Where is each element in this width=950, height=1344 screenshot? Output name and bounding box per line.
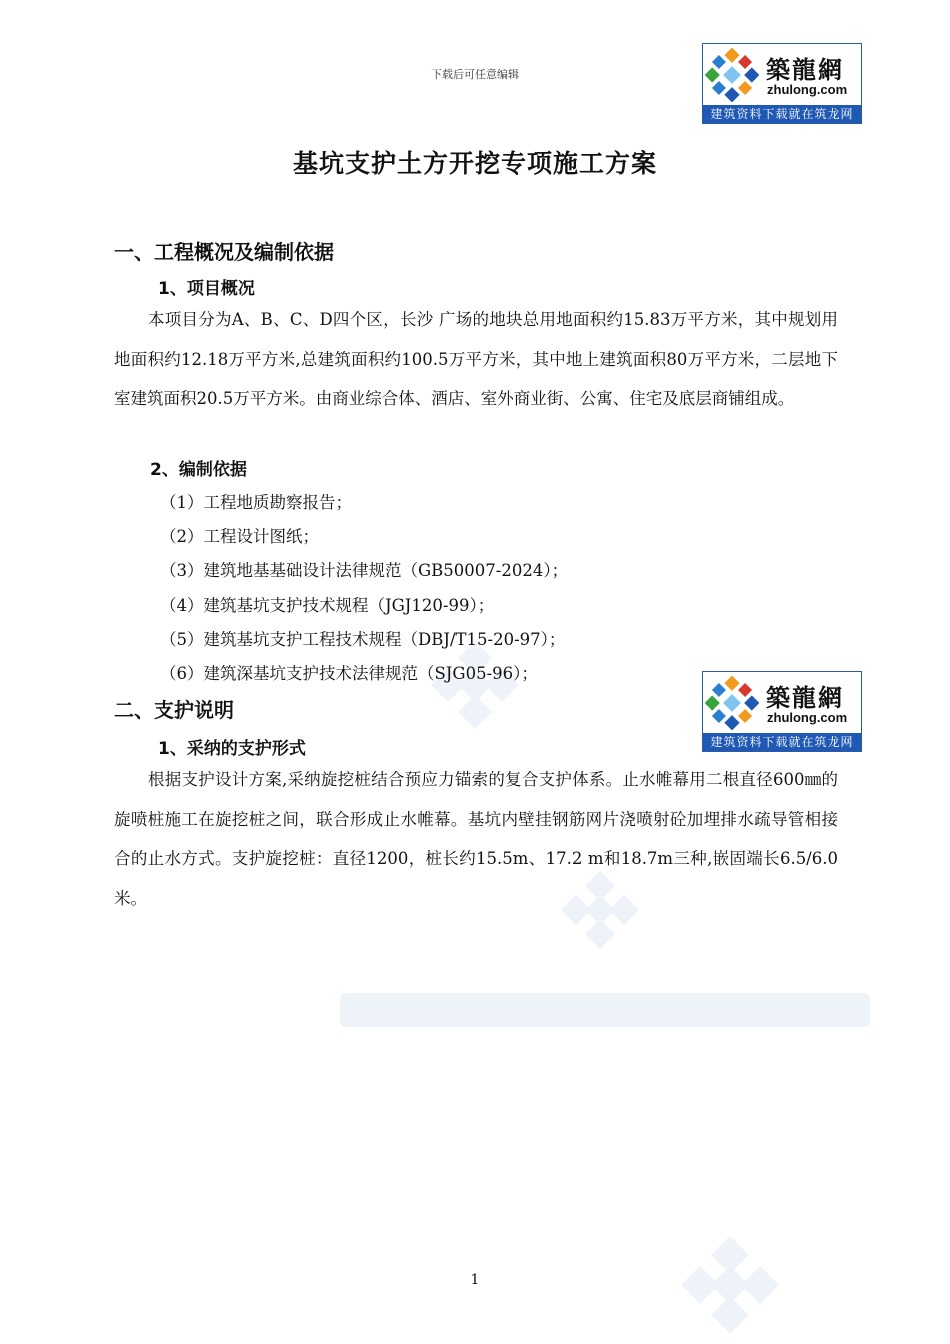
logo-name-cn: 築龍網	[766, 56, 844, 84]
zhulong-emblem-icon	[705, 676, 759, 730]
logo-name-cn: 築龍網	[766, 684, 844, 712]
basis-item: （4）建筑基坑支护技术规程（JGJ120-99）；	[160, 596, 495, 615]
page-number: 1	[470, 1272, 480, 1288]
logo-slogan: 建筑资料下载就在筑龙网	[703, 105, 861, 123]
zhulong-emblem-icon	[705, 48, 759, 102]
basis-item: （5）建筑基坑支护工程技术规程（DBJ/T15-20-97）；	[160, 630, 566, 649]
support-form-paragraph: 根据支护设计方案,采纳旋挖桩结合预应力锚索的复合支护体系。止水帷幕用二根直径600㎜的旋喷桩施工在旋挖桩之间，联合形成止水帷幕。基坑内壁挂钢筋网片浇喷射砼加埋排水疏导管相接合的止水方式。支护旋挖桩：直径1200，桩长约15.5m、17.2 m和18.7m三种,嵌固端长6.5/6.0米。	[114, 770, 838, 908]
section2-heading: 二、支护说明	[114, 698, 234, 722]
brand-logo	[702, 671, 862, 752]
basis-item: （1）工程地质勘察报告；	[160, 493, 352, 512]
logo-domain: zhulong.com	[767, 82, 848, 97]
section1-sub1-heading: 1、项目概况	[158, 279, 255, 299]
logo-slogan: 建筑资料下载就在筑龙网	[703, 733, 861, 751]
header-note: 下载后可任意编辑	[431, 68, 519, 81]
section1-sub2-heading: 2、编制依据	[150, 460, 247, 480]
watermark-emblem-icon	[430, 640, 520, 730]
watermark-band-icon	[340, 985, 870, 1035]
section1-heading: 一、工程概况及编制依据	[114, 240, 334, 264]
basis-item: （2）工程设计图纸；	[160, 527, 319, 546]
section2-sub1-heading: 1、采纳的支护形式	[158, 739, 306, 759]
logo-domain: zhulong.com	[767, 710, 848, 725]
basis-item: （3）建筑地基基础设计法律规范（GB50007-2024）；	[160, 561, 569, 580]
document-title: 基坑支护土方开挖专项施工方案	[292, 149, 657, 178]
project-overview-paragraph: 本项目分为A、B、C、D四个区，长沙 广场的地块总用地面积约15.83万平方米，其中规划用地面积约12.18万平方米,总建筑面积约100.5万平方米，其中地上建筑面积80万平方米，二层地下室建筑面积20.5万平方米。由商业综合体、酒店、室外商业街、公寓、住宅及底层商铺组成。	[114, 310, 838, 408]
brand-logo	[702, 43, 862, 124]
basis-item: （6）建筑深基坑支护技术法律规范（SJG05-96）；	[160, 664, 538, 683]
